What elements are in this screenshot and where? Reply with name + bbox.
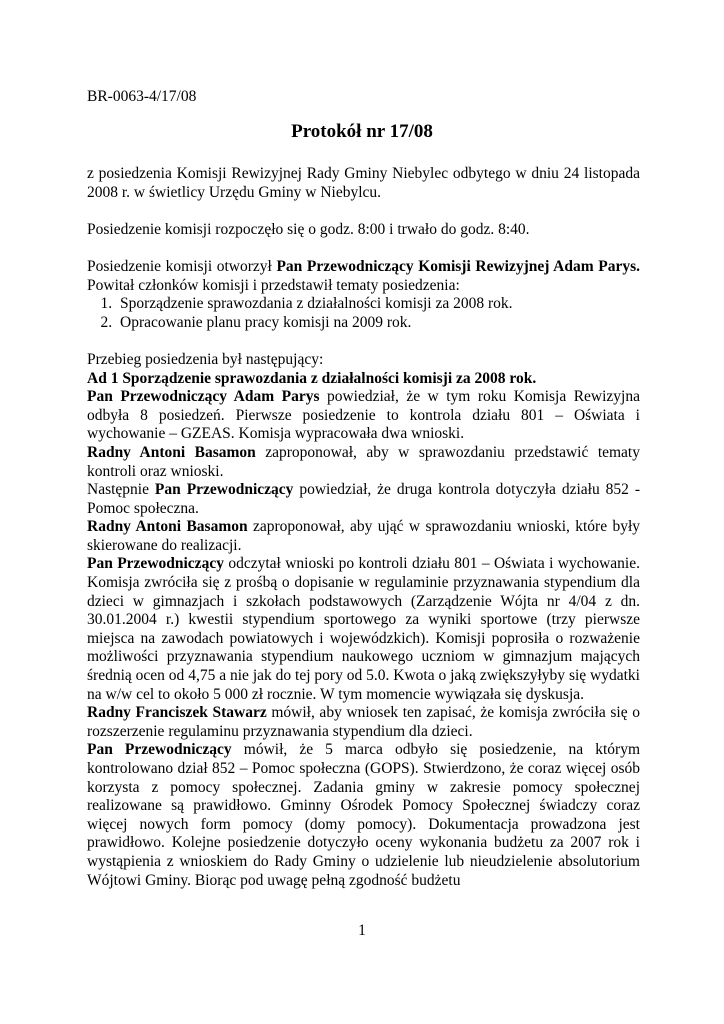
statement-paragraph — [87, 444, 640, 481]
statement-text: powiedział, że w tym roku Komisja Rewizyjna odbyła 8 posiedzeń. Pierwsze posiedzenie to kontrola działu 801 – Oświata i wychowanie – GZEAS. Komisja wypracowała dwa wnioski. — [87, 388, 640, 443]
statement-text: zaproponował, aby w sprawozdaniu przedstawić tematy kontroli oraz wnioski. — [87, 443, 640, 480]
opening-rest: Powitał członków komisji i przedstawił tematy posiedzenia: — [87, 276, 460, 294]
statement-text: powiedział, że druga kontrola dotyczyła działu 852 - Pomoc społeczna. — [87, 481, 641, 517]
time-paragraph: Posiedzenie komisji rozpoczęło się o godz. 8:00 i trwało do godz. 8:40. — [87, 220, 530, 238]
document-reference: BR-0063-4/17/08 — [87, 88, 197, 105]
chairman-name: Pan Przewodniczący Komisji Rewizyjnej Adam Parys. — [276, 257, 640, 275]
statement-text: mówił, aby wniosek ten zapisać, że komisja zwróciła się o rozszerzenie regulaminu przyznawania stypendium dla dzieci. — [87, 704, 640, 740]
statement-text: zaproponował, aby ująć w sprawozdaniu wnioski, które były skierowane do realizacji. — [87, 518, 640, 554]
speaker-name: Pan Przewodniczący — [87, 555, 224, 573]
speaker-name: Radny Antoni Basamon — [87, 518, 248, 536]
statement-paragraph — [87, 518, 640, 555]
opening-paragraph — [87, 258, 640, 295]
statement-text: mówił, że 5 marca odbyło się posiedzenie, na którym kontrolowano dział 852 – Pomoc społeczna (GOPS). Stwierdzono, że coraz więcej osób korzysta z pomocy społecznej. Zadania gminy w zakresie pomocy społecznej realizowane są prawidłowo. Gminny Ośrodek Pomocy Społecznej świadczy coraz więcej nowych form pomocy (domy pomocy). Dokumentacja prowadzona jest prawidłowo. Kolejne posiedzenie dotyczyło oceny wykonania budżetu za 2007 rok i wystąpienia z wnioskiem do Rady Gminy o udzielenie lub nieudzielenie absolutorium Wójtowi Gminy. Biorąc pod uwagę pełną zgodność budżetu — [87, 741, 641, 889]
agenda-item: 2. Opracowanie planu pracy komisji na 2009 rok. — [116, 314, 640, 333]
course-heading: Przebieg posiedzenia był następujący: — [87, 350, 324, 368]
ad1-heading — [87, 370, 640, 389]
speaker-name: Radny Antoni Basamon — [87, 443, 256, 461]
opening-lead: Posiedzenie komisji otworzył — [87, 257, 277, 275]
ad1-title: Ad 1 Sporządzenie sprawozdania z działalności komisji za 2008 rok. — [87, 369, 537, 387]
page-title: Protokół nr 17/08 — [291, 121, 433, 142]
page-number: 1 — [358, 922, 366, 939]
document-body — [87, 165, 640, 890]
speaker-name: Pan Przewodniczący — [154, 481, 294, 499]
statement-paragraph — [87, 388, 640, 444]
statement-paragraph — [87, 481, 640, 518]
statement-paragraph — [87, 704, 640, 741]
statement-paragraph — [87, 741, 640, 890]
statement-lead: Następnie — [87, 481, 155, 499]
speaker-name: Pan Przewodniczący Adam Parys — [87, 388, 320, 406]
statement-text: odczytał wnioski po kontroli działu 801 – Oświata i wychowanie. Komisja zwróciła się z prośbą o dopisanie w regulaminie przyznawania stypendium dla dzieci w gimnazjach i szkołach podstawowych (Zarządzenie Wójta nr 4/04 z dn. 30.01.2004 r.) kwestii stypendium sportowego za wyniki sportowe (trzy pierwsze miejsca na zawodach powiatowych i wojewódzkich). Komisji poprosiła o rozważenie możliwości przyznawania stypendium naukowego uczniom w gimnazjum mających średnią ocen od 4,75 a nie jak do tej pory od 5.0. Kwota o jaką zwiększyłyby się wydatki na w/w cel to około 5 000 zł rocznie. W tym momencie wywiązała się dyskusja. — [87, 555, 640, 703]
speaker-name: Radny Franciszek Stawarz — [87, 704, 267, 722]
speaker-name: Pan Przewodniczący — [87, 741, 232, 759]
agenda-item: 1. Sporządzenie sprawozdania z działalności komisji za 2008 rok. — [116, 295, 640, 314]
intro-paragraph: z posiedzenia Komisji Rewizyjnej Rady Gminy Niebylec odbytego w dniu 24 listopada 2008 r. w świetlicy Urzędu Gminy w Niebylcu. — [87, 165, 640, 201]
agenda-list — [87, 295, 640, 332]
statement-paragraph — [87, 555, 640, 704]
